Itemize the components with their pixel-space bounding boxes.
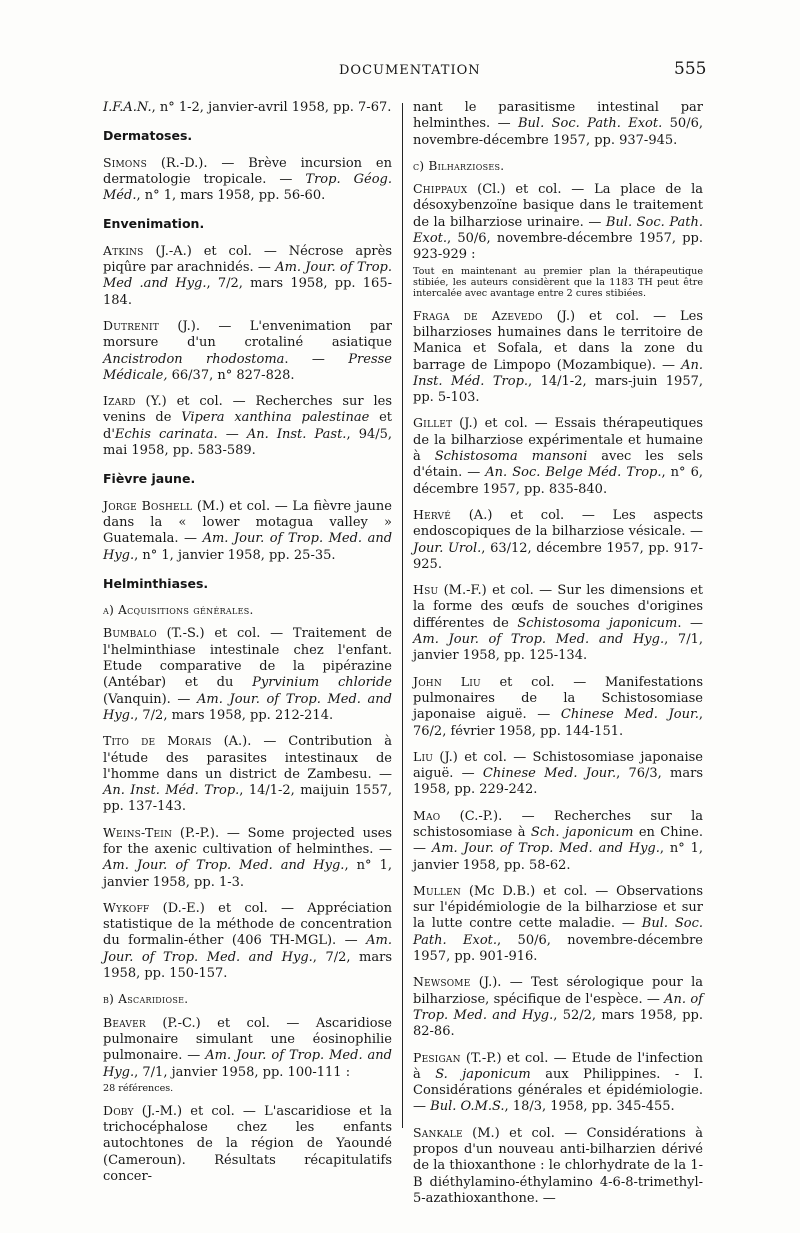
bib-entry (103, 243, 392, 309)
entry-text: , 50/6, novembre-décembre 1957, pp. 901-916. (413, 932, 703, 965)
entry-text: 50/6, novembre-décembre 1957, pp. 937-945. (413, 116, 703, 148)
entry-text: (Y.) et col. — Recherches sur les venins de (103, 394, 392, 426)
bib-entry (103, 1015, 392, 1081)
entry-note: Tout en maintenant au premier plan la thérapeutique stibiée, les auteurs considèrent que la 1183 TH peut être intercalée avec avantage entre 2 cures stibiées. (413, 265, 703, 299)
entry-text: (M.) et col. — La fièvre jaune dans la « lower motagua valley » Guatemala. — (103, 498, 392, 547)
section-heading: Fièvre jaune. (103, 471, 196, 487)
source: An. Inst. Méd. Trop. (413, 357, 703, 389)
species-name: Pyrvinium chloride (252, 675, 392, 691)
entry-text: , n° 1, janvier 1958, pp. 1-3. (103, 858, 392, 890)
author: Atkins (103, 242, 144, 258)
bib-entry (103, 498, 392, 564)
source: Am. Jour. of Trop. Med. and Hyg. (431, 841, 660, 857)
entry-text: (A.). — Contribution à l'étude des parasites intestinaux de l'homme dans un district de Zambesu. — (103, 734, 392, 782)
author: Tito de Morais (103, 733, 212, 749)
entry-text: , 7/1, janvier 1958, pp. 100-111 : (134, 1064, 351, 1080)
left-column (103, 100, 392, 1194)
entry-text: , 76/2, février 1958, pp. 144-151. (413, 707, 704, 739)
bib-entry (103, 900, 392, 982)
entry-text: , n° 1, janvier 1958, pp. 58-62. (413, 841, 703, 873)
species-name: Schistosoma japonicum (517, 615, 678, 631)
entry-text: , 7/2, mars 1958, pp. 150-157. (103, 949, 392, 982)
bib-entry (413, 883, 703, 965)
subsection-heading: c) Bilharzioses. (413, 158, 505, 173)
subsection-heading: a) Acquisitions générales. (103, 603, 254, 618)
section-heading: Envenimation. (103, 216, 205, 232)
author: Newsome (413, 974, 471, 990)
bib-entry (413, 1050, 703, 1116)
source: Bul. Soc. Path. Exot. (518, 116, 663, 132)
species-name: Echis carinata (114, 426, 214, 442)
entry-text: , 18/3, 1958, pp. 345-455. (504, 1099, 675, 1115)
author: Wykoff (103, 899, 150, 915)
bib-entry (103, 825, 392, 891)
entry-text: (Cl.) et col. — La place de la désoxybenzoïne basique dans le traitement de la bilharziose urinaire. — (413, 182, 703, 230)
author: John Liu (413, 673, 481, 689)
source: An. Inst. Past. (246, 426, 347, 442)
source: Am. Jour. of Trop. Med. and Hyg. (413, 632, 665, 648)
entry-text: , 94/5, mai 1958, pp. 583-589. (103, 426, 393, 459)
entry-text: (P.-P.). — Some projected uses for the axenic cultivation of helminthes. — (103, 825, 392, 857)
bib-entry (413, 181, 703, 263)
entry-text: (M.-F.) et col. — Sur les dimensions et la forme des œufs de souches d'origines différentes de (413, 583, 703, 631)
entry-text: avec les sels d'étain. — (413, 449, 703, 481)
entry-text: (A.) et col. — Les aspects endoscopiques de la bilharziose vésicale. — (413, 507, 703, 540)
bib-entry (413, 415, 703, 497)
source: Am. Jour. of Trop. Med. and Hyg. (103, 858, 345, 874)
entry-text: , 52/2, mars 1958, pp. 82-86. (413, 1007, 703, 1040)
source: Am. Jour. of Trop. Med .and Hyg. (103, 260, 392, 292)
bib-entry (413, 308, 703, 407)
author: Mao (413, 807, 441, 823)
entry-text: , n° 1-2, janvier-avril 1958, pp. 7-67. (151, 100, 392, 115)
author: Doby (103, 1102, 134, 1118)
source: Jour. Urol. (413, 540, 482, 556)
species-name: Ancistrodon rhodostoma (103, 351, 285, 367)
source: Am. Jour. of Trop. Med. and Hyg. (103, 933, 392, 965)
author: Izard (103, 393, 136, 409)
entry-note: 28 références. (103, 1082, 174, 1094)
entry-text: (J.) et col. — Essais thérapeutiques de la bilharziose expérimentale et humaine à (413, 416, 703, 465)
section-heading: Helminthiases. (103, 575, 209, 591)
bib-entry (103, 733, 392, 815)
source: Am. Jour. of Trop. Med. and Hyg. (103, 691, 392, 723)
species-name: Sch. japonicum (530, 824, 634, 840)
author: Beaver (103, 1014, 146, 1030)
bib-entry (413, 674, 703, 740)
author: Bumbalo (103, 625, 157, 641)
bib-entry (103, 393, 392, 459)
entry-text: , 7/1, janvier 1958, pp. 125-134. (413, 632, 703, 664)
source: An. Inst. Méd. Trop. (103, 783, 240, 799)
entry-text: (J.-A.) et col. — Nécrose après piqûre par arachnidés. — (103, 243, 392, 276)
entry-text: , 63/12, décembre 1957, pp. 917-925. (413, 540, 704, 572)
entry-text: (J.) et col. — Schistosomiase japonaise aiguë. — (413, 749, 703, 782)
entry-text: , n° 1, janvier 1958, pp. 25-35. (134, 547, 336, 563)
source: An. Soc. Belge Méd. Trop. (485, 465, 662, 481)
column-divider (402, 103, 403, 1128)
entry-text: . — (284, 351, 349, 367)
right-column (413, 100, 703, 1216)
author: Dutrenit (103, 317, 159, 333)
entry-text: (P.-C.) et col. — Ascaridiose pulmonaire simulant une éosinophilie pulmonaire. — (103, 1015, 392, 1064)
entry-text: (Vanquin). — (103, 691, 198, 707)
author: Chippaux (413, 181, 468, 197)
author: Weins-Tein (103, 824, 173, 840)
entry-text: , 14/1-2, mars-juin 1957, pp. 5-103. (413, 373, 703, 406)
entry-text: (Mc D.B.) et col. — Observations sur l'épidémiologie de la bilharziose et sur la lutte contre cette maladie. — (413, 883, 703, 932)
entry-text: (J.-M.) et col. — L'ascaridiose et la trichocéphalose chez les enfants autochtones de la région de Yaoundé (Cameroun). Résultats récapitulatifs concer- (103, 1103, 392, 1185)
entry-text: , 7/2, mars 1958, pp. 165-184. (103, 276, 392, 308)
entry-text: . — (213, 426, 247, 442)
author: Jorge Boshell (103, 497, 193, 513)
bib-entry (413, 1125, 703, 1207)
source: An. of Trop. Med. and Hyg. (413, 991, 703, 1023)
entry-text: , 14/1-2, maijuin 1557, pp. 137-143. (103, 783, 393, 815)
entry-text: nant le parasitisme intestinal par helminthes. — (413, 100, 703, 132)
entry-text: (T.-P.) et col. — Etude de l'infection à (413, 1050, 703, 1082)
bib-entry (413, 808, 703, 874)
subsection-heading: b) Ascaridiose. (103, 992, 189, 1007)
bib-entry (413, 582, 703, 664)
entry-text: , 7/2, mars 1958, pp. 212-214. (134, 707, 334, 723)
entry-text: . — (677, 615, 704, 631)
page-number: 555 (674, 59, 707, 79)
author: Simons (103, 154, 147, 170)
source: Presse Médicale, (103, 351, 392, 383)
source: Trop. Géog. Méd. (103, 171, 392, 204)
source: Bul. Soc. Path. Exot. (413, 214, 703, 247)
entry-text: , n° 6, décembre 1957, pp. 835-840. (413, 465, 703, 497)
bib-entry (103, 318, 392, 384)
entry-text: (T.-S.) et col. — Traitement de l'helminthiase intestinale chez l'enfant. Etude comparative de la pipérazine (Antébar) et du (103, 626, 392, 691)
bib-entry (413, 974, 703, 1040)
species-name: Schistosoma mansoni (434, 449, 588, 465)
author: Pesigan (413, 1049, 461, 1065)
entry-text: (R.-D.). — Brève incursion en dermatologie tropicale. — (103, 155, 392, 187)
author: Liu (413, 748, 434, 764)
bib-entry (103, 1103, 392, 1185)
entry-text: (J.). — L'envenimation par morsure d'un crotaliné asiatique (103, 318, 392, 351)
source: Chinese Med. Jour. (482, 766, 617, 782)
bib-entry (103, 625, 392, 724)
author: Mullen (413, 882, 461, 898)
bib-entry (413, 749, 703, 799)
section-heading: Dermatoses. (103, 128, 193, 144)
species-name: S. japonicum (435, 1066, 531, 1082)
entry-text: (J.) et col. — Les bilharzioses humaines dans le territoire de Manica et Sofala, et dans la zone du barrage de Limpopo (Mozambique). — (413, 308, 704, 373)
source: Am. Jour. of Trop. Med. and Hyg. (103, 1048, 392, 1080)
author: Hervé (413, 506, 451, 522)
source: Chinese Med. Jour. (560, 707, 699, 723)
author: Hsu (413, 582, 439, 598)
author: Sankale (413, 1124, 463, 1140)
entry-text: 66/37, n° 827-828. (167, 367, 295, 383)
author: Gillet (413, 415, 453, 431)
entry-text: (C.-P.). — Recherches sur la schistosomiase à (413, 808, 703, 840)
bib-entry (103, 100, 392, 116)
bib-entry (103, 155, 392, 205)
entry-text: (D.-E.) et col. — Appréciation statistique de la méthode de concentration du formalin-éther (406 TH-MGL). — (103, 900, 392, 949)
source: I.F.A.N. (103, 100, 152, 115)
author: Fraga de Azevedo (413, 307, 543, 323)
running-header: DOCUMENTATION (339, 63, 481, 78)
entry-text: (J.). — Test sérologique pour la bilharziose, spécifique de l'espèce. — (413, 975, 703, 1007)
entry-text: aux Philippines. - I. Considérations générales et épidémiologie. — (413, 1066, 703, 1115)
entry-text: (M.) et col. — Considérations à propos d'un nouveau anti-bilharzien dérivé de la thioxanthone : le chlorhydrate de la 1-B diéthylamino-éthylamino 4-6-8-trimethyl-5-azathioxanthone. — (413, 1125, 703, 1206)
entry-text: et d' (103, 410, 392, 442)
entry-text: , 76/3, mars 1958, pp. 229-242. (413, 766, 704, 798)
entry-text: et col. — Manifestations pulmonaires de la Schistosomiase japonaise aiguë. — (413, 674, 703, 723)
bib-entry (413, 100, 703, 149)
entry-text: , n° 1, mars 1958, pp. 56-60. (136, 188, 326, 204)
source: Bul. O.M.S. (430, 1099, 505, 1115)
species-name: Vipera xanthina palestinae (181, 410, 370, 426)
entry-text: , 50/6, novembre-décembre 1957, pp. 923-929 : (413, 231, 703, 263)
source: Am. Jour. of Trop. Med. and Hyg. (103, 531, 393, 563)
entry-text: en Chine. — (413, 824, 703, 857)
source: Bul. Soc. Path. Exot. (413, 916, 703, 948)
bib-entry (413, 507, 703, 573)
